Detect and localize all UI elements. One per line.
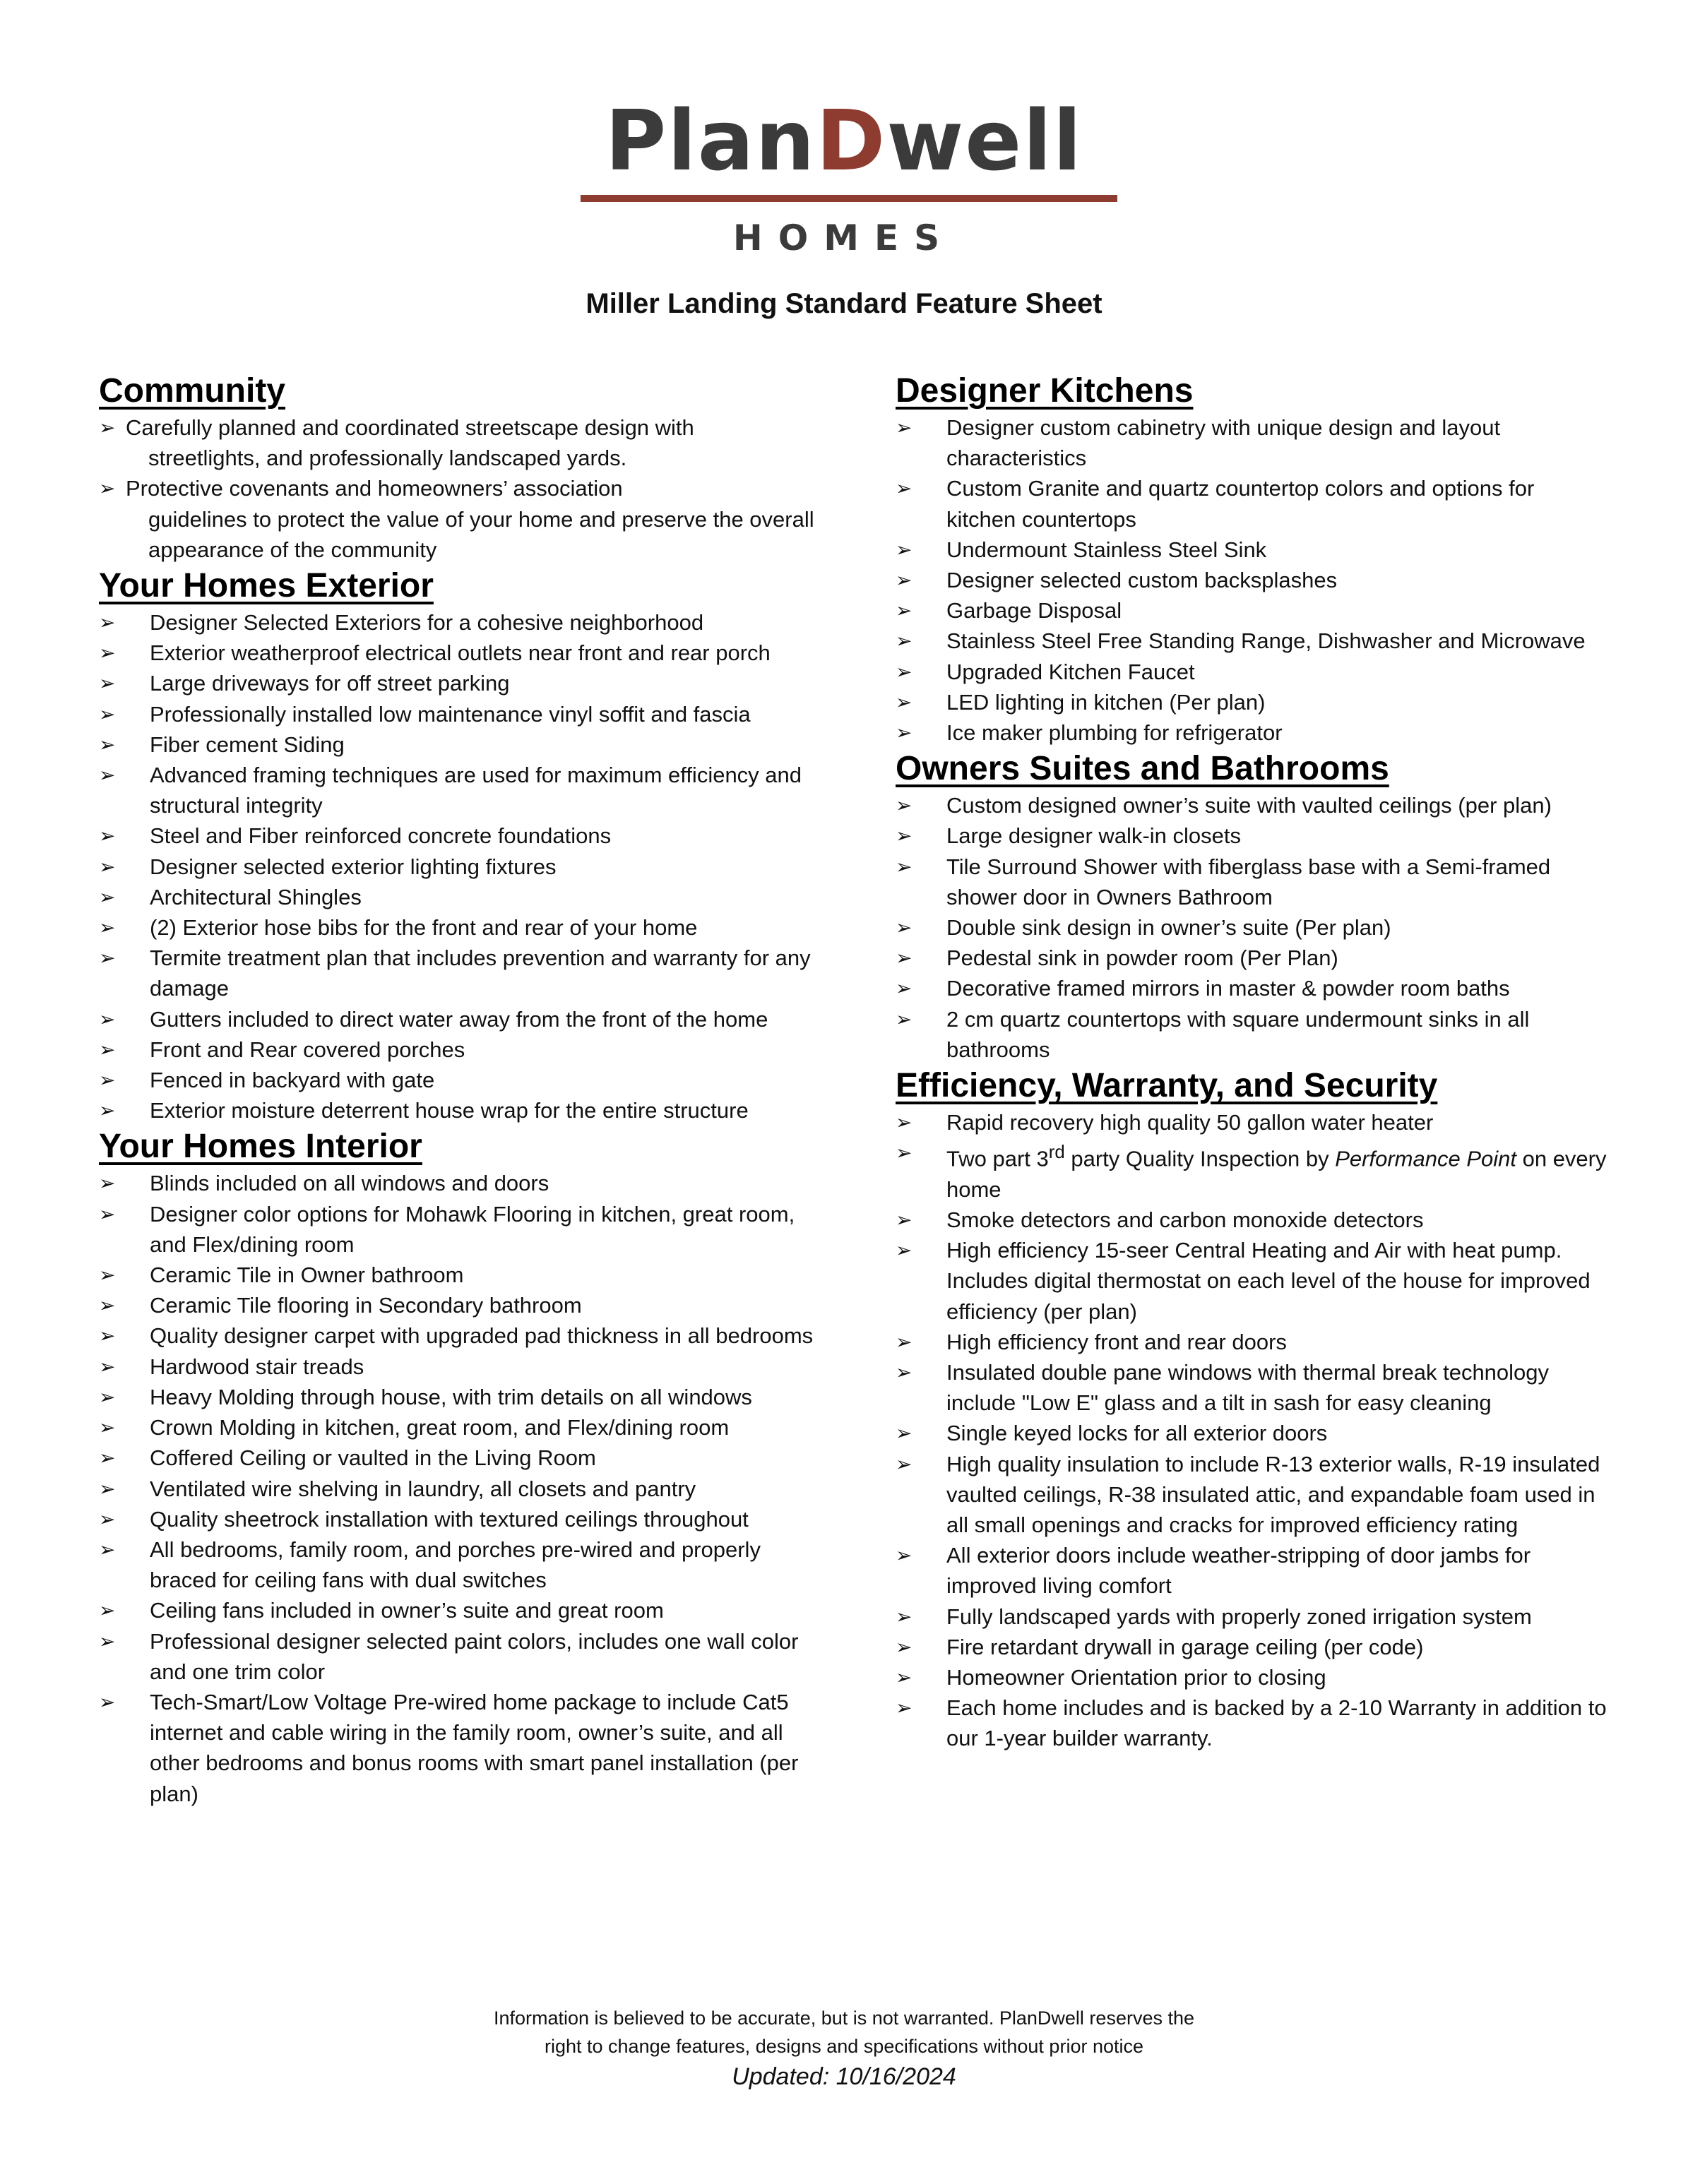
list-item-text: Single keyed locks for all exterior doors [946,1421,1328,1446]
arrow-bullet-icon: ➢ [896,1007,913,1031]
list-item-text: Exterior moisture deterrent house wrap for the entire structure [150,1098,749,1123]
list-item-text: Coffered Ceiling or vaulted in the Living Room [150,1445,596,1471]
list-item-text: All bedrooms, family room, and porches pre-wired and properly braced for ceiling fans with dual switches [150,1536,761,1593]
arrow-bullet-icon: ➢ [99,1476,116,1500]
list-item [896,973,1609,1003]
arrow-bullet-icon: ➢ [99,1690,116,1714]
arrow-bullet-icon: ➢ [99,916,116,940]
list-item-text: Designer selected custom backsplashes [946,568,1338,593]
list-item-text: Steel and Fiber reinforced concrete foundations [150,823,612,849]
list-item [896,1449,1609,1541]
section-efficiency [896,1065,1609,1754]
arrow-bullet-icon: ➢ [896,1604,913,1628]
list-item-text: Custom Granite and quartz countertop colors and options for kitchen countertops [946,476,1535,532]
section-heading: Your Homes Exterior [99,567,434,605]
list-item-text: Exterior weatherproof electrical outlets near front and rear porch [150,640,771,666]
section-owners-suites [896,748,1609,1065]
list-item [99,1626,819,1687]
section-heading: Your Homes Interior [99,1128,422,1166]
list-item-text: Designer color options for Mohawk Flooring in kitchen, great room, and Flex/dining room [150,1201,795,1257]
list-item-text: Upgraded Kitchen Faucet [946,659,1195,684]
list-item-text: Large driveways for off street parking [150,671,510,696]
arrow-bullet-icon: ➢ [896,721,913,745]
list-item-text: Fiber cement Siding [150,732,345,757]
arrow-bullet-icon: ➢ [99,1629,116,1653]
list-item-text: Ceiling fans included in owner’s suite and great room [150,1598,664,1623]
list-item [99,1534,819,1595]
list-item [896,626,1609,656]
list-item-text: Fully landscaped yards with properly zoned irrigation system [946,1604,1532,1629]
arrow-bullet-icon: ➢ [99,1324,116,1348]
list-item [99,607,819,638]
list-item-text: Designer Selected Exteriors for a cohesive neighborhood [150,610,704,635]
arrow-bullet-icon: ➢ [99,1007,116,1031]
arrow-bullet-icon: ➢ [99,1385,116,1409]
brand-logo [0,92,1688,258]
arrow-bullet-icon: ➢ [896,568,913,592]
arrow-bullet-icon: ➢ [896,1239,913,1263]
arrow-bullet-icon: ➢ [99,732,116,756]
section-heading: Owners Suites and Bathrooms [896,750,1389,788]
list-item [99,1065,819,1095]
arrow-bullet-icon: ➢ [99,1537,116,1561]
arrow-bullet-icon: ➢ [896,1330,913,1354]
list-item-text: Heavy Molding through house, with trim details on all windows [150,1384,752,1409]
arrow-bullet-icon: ➢ [99,1507,116,1531]
arrow-bullet-icon: ➢ [896,946,913,970]
list-item-text: Large designer walk-in closets [946,823,1241,849]
list-item [99,1687,819,1809]
arrow-bullet-icon: ➢ [896,537,913,561]
list-item [99,760,819,821]
list-item [896,1004,1609,1065]
list-item: ➢ Protective covenants and homeowners’ association guidelines to protect the value of your home and preserve the overall appearance of the community [99,473,819,565]
list-item [896,535,1609,565]
list-item-text: Decorative framed mirrors in master & powder room baths [946,976,1510,1001]
list-item-text: Ceramic Tile flooring in Secondary bathroom [150,1293,582,1318]
arrow-bullet-icon: ➢ [99,885,116,909]
list-item-text: Ceramic Tile in Owner bathroom [150,1263,464,1288]
list-item [896,687,1609,717]
arrow-bullet-icon: ➢ [896,1141,913,1165]
list-item [99,638,819,668]
arrow-bullet-icon: ➢ [896,854,913,878]
list-item-text: Professional designer selected paint colors, includes one wall color and one trim color [150,1628,799,1684]
list-item-text: Ventilated wire shelving in laundry, all closets and pantry [150,1476,696,1501]
list-item-text: Homeowner Orientation prior to closing [946,1665,1326,1690]
list-item-text: Crown Molding in kitchen, great room, and Flex/dining room [150,1415,730,1440]
list-item-text: Termite treatment plan that includes prevention and warranty for any damage [150,945,811,1001]
list-item [896,912,1609,943]
arrow-bullet-icon: ➢ [896,977,913,1001]
list-item [896,412,1609,473]
list-item-text: Fenced in backyard with gate [150,1068,435,1093]
list-item-text: Custom designed owner’s suite with vaulted ceilings (per plan) [946,793,1552,818]
arrow-bullet-icon: ➢ [896,794,913,818]
list-item [896,1327,1609,1357]
list-item-text: Undermount Stainless Steel Sink [946,537,1267,562]
list-item [99,1034,819,1065]
arrow-bullet-icon: ➢ [99,854,116,878]
list-item-text: Garbage Disposal [946,598,1122,623]
list-item [99,699,819,729]
list-item [896,717,1609,748]
feature-list [99,412,819,565]
list-item-text: High efficiency 15-seer Central Heating and Air with heat pump. Includes digital thermostat on each level of the house for improved efficiency (per plan) [946,1238,1591,1324]
arrow-bullet-icon: ➢ [99,1354,116,1378]
arrow-bullet-icon: ➢ [896,1421,913,1445]
arrow-bullet-icon: ➢ [896,1111,913,1135]
list-item-text: Advanced framing techniques are used for maximum efficiency and structural integrity [150,763,802,818]
section-community [99,370,819,565]
list-item-text: High efficiency front and rear doors [946,1329,1287,1354]
list-item [896,1357,1609,1418]
list-item [896,1235,1609,1327]
list-item-text: Hardwood stair treads [150,1354,364,1379]
list-item-text: Tech-Smart/Low Voltage Pre-wired home package to include Cat5 internet and cable wiring in the family room, owner’s suite, and all other bedrooms and bonus rooms with smart panel installation (per plan) [150,1689,799,1806]
list-item [896,1632,1609,1662]
list-item: ➢ Two part 3rd party Quality Inspection by Performance Point on every home [896,1138,1609,1205]
list-item-text: Quality sheetrock installation with textured ceilings throughout [150,1506,749,1532]
list-item: ➢ Rapid recovery high quality 50 gallon water heater [896,1107,1609,1138]
list-item [99,1168,819,1198]
arrow-bullet-icon: ➢ [99,702,116,726]
page-title: Miller Landing Standard Feature Sheet [586,288,1102,319]
arrow-bullet-icon: ➢ [99,416,116,439]
list-item [896,821,1609,851]
list-item [99,1290,819,1320]
list-item-text: Architectural Shingles [150,884,362,909]
arrow-bullet-icon: ➢ [896,824,913,848]
list-item-text: Fire retardant drywall in garage ceiling (per code) [946,1634,1424,1659]
disclaimer-line: right to change features, designs and specifications without prior notice [545,2036,1143,2057]
disclaimer-line: Information is believed to be accurate, but is not warranted. PlanDwell reserves the [493,2007,1194,2029]
list-item-text: Front and Rear covered porches [150,1037,465,1062]
list-item: ➢ Carefully planned and coordinated streetscape design with streetlights, and professionally landscaped yards. [99,412,819,473]
list-item [896,1540,1609,1601]
arrow-bullet-icon: ➢ [99,1294,116,1318]
list-item [99,1351,819,1382]
arrow-bullet-icon: ➢ [896,660,913,684]
feature-list [99,607,819,1126]
list-item-text: All exterior doors include weather-stripping of door jambs for improved living comfort [946,1543,1531,1599]
list-item-text: 2 cm quartz countertops with square undermount sinks in all bathrooms [946,1006,1530,1062]
list-item [896,1418,1609,1448]
list-item-text: Designer selected exterior lighting fixtures [150,854,557,879]
arrow-bullet-icon: ➢ [896,1361,913,1385]
list-item [99,1260,819,1290]
list-item [896,657,1609,687]
list-item [99,943,819,1003]
list-item-text: Quality designer carpet with upgraded pad thickness in all bedrooms [150,1323,814,1349]
arrow-bullet-icon: ➢ [896,416,913,439]
brand-wordmark: PlanDwell [605,92,1083,189]
list-item [99,1004,819,1034]
brand-underline [581,195,1117,202]
feature-list [896,790,1609,1065]
arrow-bullet-icon: ➢ [99,1202,116,1226]
list-item [99,668,819,698]
section-heading: Efficiency, Warranty, and Security [896,1067,1438,1105]
arrow-bullet-icon: ➢ [99,611,116,635]
arrow-bullet-icon: ➢ [896,916,913,940]
right-column [896,370,1609,1754]
list-item [99,1412,819,1443]
list-item [99,1382,819,1412]
list-item [896,790,1609,821]
list-item-text: Tile Surround Shower with fiberglass base with a Semi-framed shower door in Owners Bathroom [946,854,1551,909]
list-item [99,1595,819,1625]
list-item-text: Designer custom cabinetry with unique design and layout characteristics [946,415,1501,471]
section-heading: Community [99,372,285,410]
arrow-bullet-icon: ➢ [896,629,913,653]
arrow-bullet-icon: ➢ [896,477,913,501]
list-item [896,473,1609,534]
footer-disclaimer [0,2004,1688,2093]
feature-list [896,1107,1609,1754]
list-item-text: High quality insulation to include R-13 exterior walls, R-19 insulated vaulted ceilings, R-38 insulated attic, and expandable foam used in all small openings and cracks for improved efficiency rating [946,1451,1600,1538]
arrow-bullet-icon: ➢ [896,1635,913,1659]
list-item [99,852,819,882]
list-item [896,595,1609,626]
list-item [99,1504,819,1534]
left-column [99,370,819,1809]
list-item [99,1095,819,1126]
list-item [99,821,819,851]
feature-list [896,412,1609,748]
arrow-bullet-icon: ➢ [99,1171,116,1195]
list-item-text: (2) Exterior hose bibs for the front and rear of your home [150,915,698,941]
arrow-bullet-icon: ➢ [99,1068,116,1092]
list-item [896,1693,1609,1753]
list-item [896,1205,1609,1235]
list-item [99,1474,819,1504]
arrow-bullet-icon: ➢ [99,824,116,848]
list-item-text: Smoke detectors and carbon monoxide detectors [946,1207,1424,1232]
arrow-bullet-icon: ➢ [896,690,913,714]
arrow-bullet-icon: ➢ [99,1416,116,1440]
list-item [99,1199,819,1260]
arrow-bullet-icon: ➢ [99,1037,116,1061]
list-item-text: Insulated double pane windows with thermal break technology include "Low E" glass and a tilt in sash for easy cleaning [946,1360,1550,1416]
arrow-bullet-icon: ➢ [99,672,116,696]
arrow-bullet-icon: ➢ [896,1696,913,1720]
arrow-bullet-icon: ➢ [99,1263,116,1287]
arrow-bullet-icon: ➢ [896,1208,913,1231]
list-item-text: Each home includes and is backed by a 2-10 Warranty in addition to our 1-year builder warranty. [946,1695,1607,1751]
arrow-bullet-icon: ➢ [99,763,116,787]
arrow-bullet-icon: ➢ [99,477,116,501]
list-item [99,729,819,760]
list-item-text: Professionally installed low maintenance vinyl soffit and fascia [150,701,751,727]
list-item [896,852,1609,912]
updated-date: Updated: 10/16/2024 [732,2063,956,2090]
list-item-text: Gutters included to direct water away from the front of the home [150,1006,768,1032]
section-interior [99,1126,819,1808]
arrow-bullet-icon: ➢ [99,1099,116,1123]
list-item [896,565,1609,595]
section-heading: Designer Kitchens [896,372,1194,410]
list-item [896,1601,1609,1632]
arrow-bullet-icon: ➢ [896,1666,913,1690]
arrow-bullet-icon: ➢ [896,1544,913,1568]
list-item [99,912,819,943]
arrow-bullet-icon: ➢ [896,1452,913,1476]
feature-list [99,1168,819,1808]
arrow-bullet-icon: ➢ [99,946,116,970]
list-item-text: Double sink design in owner’s suite (Per plan) [946,915,1391,941]
list-item-text: Blinds included on all windows and doors [150,1171,549,1196]
arrow-bullet-icon: ➢ [896,599,913,623]
list-item-text: LED lighting in kitchen (Per plan) [946,689,1266,715]
list-item-text: Stainless Steel Free Standing Range, Dishwasher and Microwave [946,628,1586,654]
arrow-bullet-icon: ➢ [99,641,116,665]
section-exterior [99,565,819,1126]
list-item [99,882,819,912]
list-item [896,1662,1609,1693]
list-item [99,1443,819,1473]
list-item [99,1320,819,1351]
list-item-text: Ice maker plumbing for refrigerator [946,720,1283,746]
section-kitchens [896,370,1609,748]
list-item-text: Pedestal sink in powder room (Per Plan) [946,945,1338,971]
arrow-bullet-icon: ➢ [99,1446,116,1470]
brand-subtitle: HOMES [732,217,956,258]
arrow-bullet-icon: ➢ [99,1599,116,1623]
list-item [896,943,1609,973]
